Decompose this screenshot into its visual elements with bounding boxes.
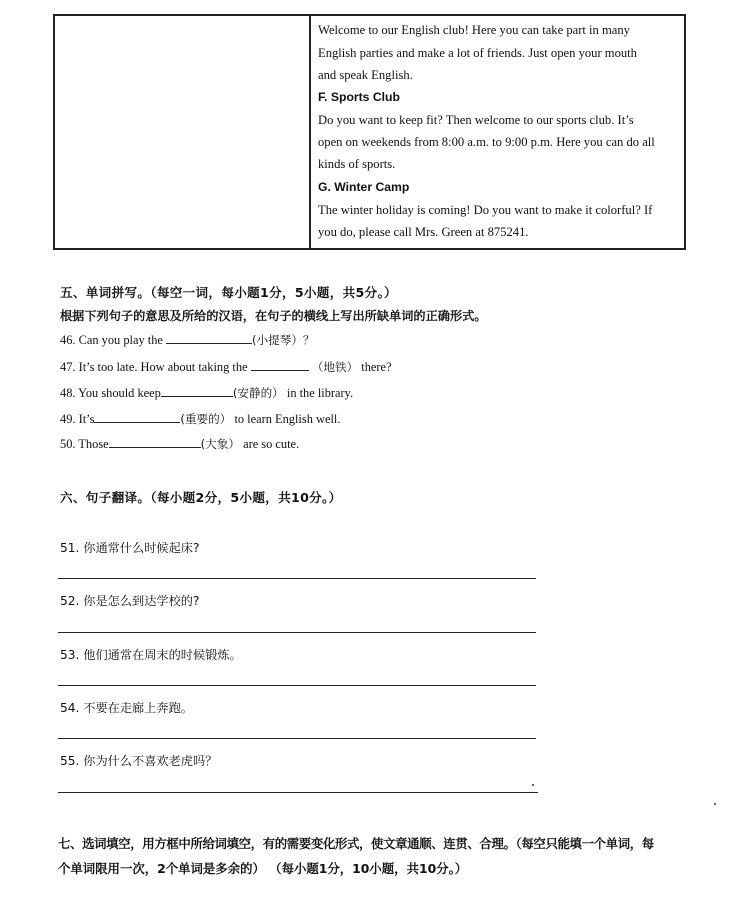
question-text: 46. Can you play the [60, 333, 163, 347]
chinese-hint: (大象） [200, 437, 240, 451]
question-50 [60, 437, 299, 451]
club-e-line: English parties and make a lot of friends. Just open your mouth [318, 46, 637, 60]
club-f-line: Do you want to keep fit? Then welcome to our sports club. It’s [318, 113, 634, 127]
translation-question-55: 55. 你为什么不喜欢老虎吗？ [60, 754, 218, 768]
answer-line-51[interactable] [58, 578, 536, 579]
answer-line-52[interactable] [58, 632, 536, 633]
answer-line-54[interactable] [58, 738, 536, 739]
club-f-line: open on weekends from 8:00 a.m. to 9:00 p.m. Here you can do all [318, 135, 655, 149]
answer-blank[interactable] [94, 412, 180, 423]
question-text-end: in the library. [286, 386, 354, 400]
question-text-end: are so cute. [243, 437, 300, 451]
club-g-line: you do, please call Mrs. Green at 875241. [318, 225, 529, 239]
translation-question-54: 54. 不要在走廊上奔跑。 [60, 701, 193, 715]
question-text: 47. It’s too late. How about taking the [60, 360, 248, 374]
translation-question-53: 53. 他们通常在周末的时候锻炼。 [60, 648, 242, 662]
section6-title: 六、句子翻译。（每小题2分，5小题，共10分。） [60, 490, 342, 505]
club-e-line: Welcome to our English club! Here you can take part in many [318, 23, 630, 37]
section5-instruction: 根据下列句子的意思及所给的汉语，在句子的横线上写出所缺单词的正确形式。 [60, 309, 487, 323]
answer-line-53[interactable] [58, 685, 536, 686]
club-g-line: The winter holiday is coming! Do you want to make it colorful? If [318, 203, 653, 217]
chinese-hint: (安静的） [232, 386, 284, 400]
club-f-line: kinds of sports. [318, 157, 396, 171]
question-text-end: to learn English well. [234, 412, 341, 426]
question-48 [60, 386, 353, 400]
answer-blank[interactable] [251, 360, 309, 371]
chinese-hint: (重要的） [180, 412, 232, 426]
answer-blank[interactable] [109, 437, 201, 448]
question-49 [60, 412, 340, 426]
scan-speck [532, 784, 534, 786]
question-text: 49. It’s [60, 412, 95, 426]
section7-instruction-line1: 七、选词填空，用方框中所给词填空，有的需要变化形式，使文章通顺、连贯、合理。（每空只能填一个单词，每 [58, 836, 654, 851]
translation-question-51: 51. 你通常什么时候起床? [60, 541, 200, 555]
translation-question-52: 52. 你是怎么到达学校的? [60, 594, 200, 608]
table-column-divider [309, 14, 311, 250]
answer-blank[interactable] [166, 333, 252, 344]
question-46 [60, 333, 315, 347]
section5-title: 五、单词拼写。（每空一词，每小题1分，5小题，共5分。） [60, 285, 397, 300]
question-text: 50. Those [60, 437, 109, 451]
question-47 [60, 360, 392, 374]
scan-speck [714, 803, 716, 805]
answer-line-55[interactable] [58, 792, 538, 793]
chinese-hint: （地铁） [311, 360, 359, 374]
chinese-hint: (小提琴）？ [252, 333, 315, 347]
club-g-heading: G. Winter Camp [318, 180, 410, 194]
club-f-heading: F. Sports Club [318, 90, 400, 104]
question-text: 48. You should keep [60, 386, 161, 400]
question-text-end: there? [361, 360, 392, 374]
answer-blank[interactable] [161, 386, 233, 397]
club-e-line: and speak English. [318, 68, 413, 82]
section7-instruction-line2: 个单词限用一次，2个单词是多余的） （每小题1分，10小题，共10分。） [58, 861, 468, 876]
